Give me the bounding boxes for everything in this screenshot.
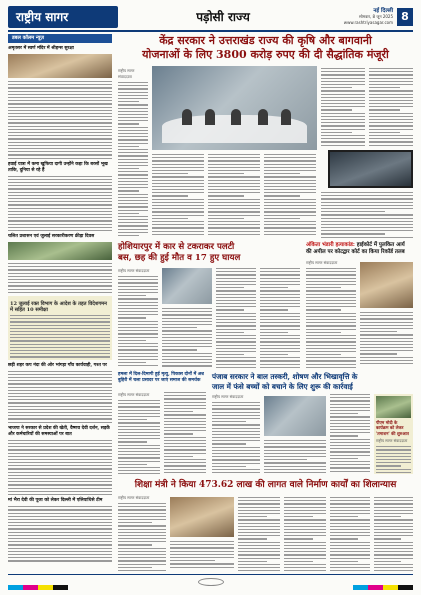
left-photo (8, 242, 112, 260)
story6-column (374, 497, 413, 571)
body-text (164, 392, 206, 474)
edition-date: सोमवार, 8 जून 2025 (358, 14, 393, 19)
story4-column (164, 392, 206, 474)
photo-panel (328, 150, 413, 188)
black-swatch (398, 585, 413, 590)
body-text (360, 312, 413, 364)
story3-headline-line (306, 242, 413, 249)
story2-headline-line: बस, छह की हुई मौत व 17 हुए घायल (118, 253, 241, 263)
left-item-headline: मां भैरा देवी की पूजा को लेकर दिल्ली में एलियाधिसे टीम (8, 498, 103, 504)
top-story-column (321, 68, 365, 148)
story3-headline (306, 242, 413, 256)
byline: राष्ट्रीय सागर संवाददाता (118, 268, 150, 273)
body-text (216, 268, 256, 368)
body-text (284, 497, 326, 571)
body-text (118, 400, 160, 474)
body-text (10, 315, 110, 358)
magenta-swatch (368, 585, 383, 590)
story6-column (284, 497, 326, 571)
story2-column (118, 268, 158, 368)
cyan-swatch (353, 585, 368, 590)
body-text (330, 497, 370, 571)
person-figure (231, 109, 241, 125)
masthead-rule (8, 30, 413, 32)
story5-photo (264, 396, 326, 436)
story6-column (170, 541, 234, 571)
top-story-headline (118, 34, 413, 62)
story3-photo (360, 262, 413, 308)
top-story-column (369, 68, 413, 148)
black-swatch (53, 585, 68, 590)
byline: राष्ट्रीय सागर संवाददाता (376, 438, 408, 444)
story6-column (238, 497, 280, 571)
body-text (238, 497, 280, 571)
color-bar-left (8, 585, 68, 590)
story3-column (360, 312, 413, 368)
color-bar-right (353, 585, 413, 590)
body-text (374, 497, 413, 571)
yellow-swatch (383, 585, 398, 590)
body-text (8, 371, 112, 423)
body-text (264, 154, 316, 235)
body-text (330, 394, 370, 474)
footer-rule (8, 574, 413, 575)
body-text (321, 192, 413, 238)
top-story-column (264, 154, 316, 238)
body-text (118, 503, 166, 571)
story5-headline (212, 372, 413, 391)
story4-headline: हमला में दिल-दिमागी हुई मृत्यु, पिकास दोनों में अन्न बुहिरी में चला प्रसादर पर जाएं समाज की समर्थक (118, 372, 204, 383)
story6-photo (170, 497, 234, 537)
story5-column (264, 440, 326, 474)
body-text (170, 541, 234, 568)
body-text (321, 68, 365, 146)
story7-headline: पीएम मोदी के कार्यक्रम को लेकर 'तमाशन' की शुरुआत (376, 420, 409, 436)
body-text (264, 440, 326, 473)
story5-headline-line: पंजाब सरकार ने बाल तस्करी, शोषण और भिखावृत्ति के (212, 372, 358, 381)
body-text (369, 68, 413, 146)
person-figure (205, 109, 215, 125)
left-item-headline: 12 जुलाई रक्त विभाग के आदेश के तहत विदेशगमन में सहित 10 समीक्षा (10, 300, 107, 313)
top-story-column (152, 154, 204, 238)
edition-city: नई दिल्ली (373, 8, 393, 14)
left-item-headline: हवाई यात्रा में कमा खुफिया दागी उन्होंने कहा कि बरसों भूख ताकि, दुनिया से रहे हैं (8, 161, 108, 173)
byline: राष्ट्रीय सागर संवाददाता (306, 260, 338, 265)
top-story-photo (152, 66, 317, 150)
story2-column (216, 268, 256, 368)
story6-column (330, 497, 370, 571)
story2-headline (118, 242, 294, 264)
byline: राष्ट्रीय सागर संवाददाता (212, 394, 244, 399)
left-column (8, 34, 112, 564)
top-story-column (321, 192, 413, 238)
top-story-column (118, 68, 148, 238)
body-text (376, 446, 411, 473)
body-text (118, 82, 148, 238)
body-text (8, 440, 112, 495)
story2-headline-line: होशियारपुर में कार से टकराकर पलटी (118, 242, 235, 252)
magenta-swatch (23, 585, 38, 590)
section-title: पड़ोसी राज्य (196, 10, 250, 24)
left-photo (8, 54, 112, 78)
person-figure (281, 109, 291, 125)
body-text (152, 154, 204, 235)
registration-mark (198, 578, 224, 586)
story2-photo (162, 268, 212, 304)
body-text (260, 268, 300, 368)
person-figure (182, 109, 192, 125)
body-text (208, 154, 260, 235)
story3-column (306, 260, 356, 368)
cyan-swatch (8, 585, 23, 590)
story2-column (260, 268, 300, 368)
story5-column (330, 394, 370, 474)
byline: राष्ट्रीय सागर संवाददाता (118, 68, 135, 79)
masthead-meta (273, 6, 393, 28)
left-item-headline: अमृतसर में स्वर्ण मंदिर में श्रीहन्स सुरक्षा (8, 46, 74, 51)
newspaper-logo: राष्ट्रीय सागर (8, 6, 118, 28)
left-item-headline: चलित प्रशासन एवं जुलाई सरकारीकरण क्रीड़ा दिवस (8, 234, 95, 240)
body-text (8, 81, 112, 159)
story3-headline-line: की अपील पर कोटद्वार कोर्ट का किया रिकॉर्ड तलब (306, 249, 405, 255)
left-item-headline: भाजपा ने सरकार से प्रदेश की खेती, वैष्णव देवी दर्शन, सड़कें और कर्मचारियों की समस्याओं पर बात (8, 425, 110, 437)
body-text (162, 308, 212, 367)
top-story-column (208, 154, 260, 238)
masthead (8, 6, 413, 28)
top-headline-line: योजनाओं के लिए 3800 करोड़ रुपए की दी सैद्धांतिक मंजूरी (142, 48, 389, 61)
body-text (8, 506, 112, 564)
page-number: 8 (397, 8, 413, 26)
story3-headline-rest: हाईकोर्ट में पुलकित आर्य (354, 242, 405, 248)
story6-headline: शिक्षा मंत्री ने किया 473.62 लाख की लागत वाले निर्माण कार्यों का शिलान्यास (134, 480, 397, 490)
story6-column (118, 495, 166, 571)
body-text (212, 402, 260, 474)
body-text (8, 263, 112, 293)
body-text (306, 268, 356, 368)
byline: राष्ट्रीय सागर संवाददाता (118, 392, 150, 397)
left-box (8, 296, 112, 360)
story3-headline-prefix: अंकिता भंडारी हत्याकांड: (306, 242, 355, 248)
website: www.rashtriyasagar.com (343, 20, 393, 25)
photo-panel-image (330, 152, 411, 186)
story7-photo (376, 396, 411, 418)
story5-column (212, 394, 260, 474)
yellow-swatch (38, 585, 53, 590)
top-headline-line: केंद्र सरकार ने उत्तराखंड राज्य की कृषि और बागवानी (159, 34, 372, 47)
desk-label: डबल कॉलम न्यूज़ (8, 34, 112, 43)
body-text (8, 176, 112, 231)
body-text (118, 276, 158, 368)
byline: राष्ट्रीय सागर संवाददाता (118, 495, 150, 500)
story7-box (374, 394, 413, 474)
person-figure (258, 109, 268, 125)
story2-column (162, 308, 212, 368)
left-item-headline: छड़ी शहर कप नंदा की ओर भांगड़ा गाँव कार्यवाही, गश्त पर (8, 362, 107, 368)
story4-column (118, 392, 160, 474)
story5-headline-line: जाल में फंसे बच्चों को बचाने के लिए शुरू की कार्रवाई (212, 381, 353, 391)
